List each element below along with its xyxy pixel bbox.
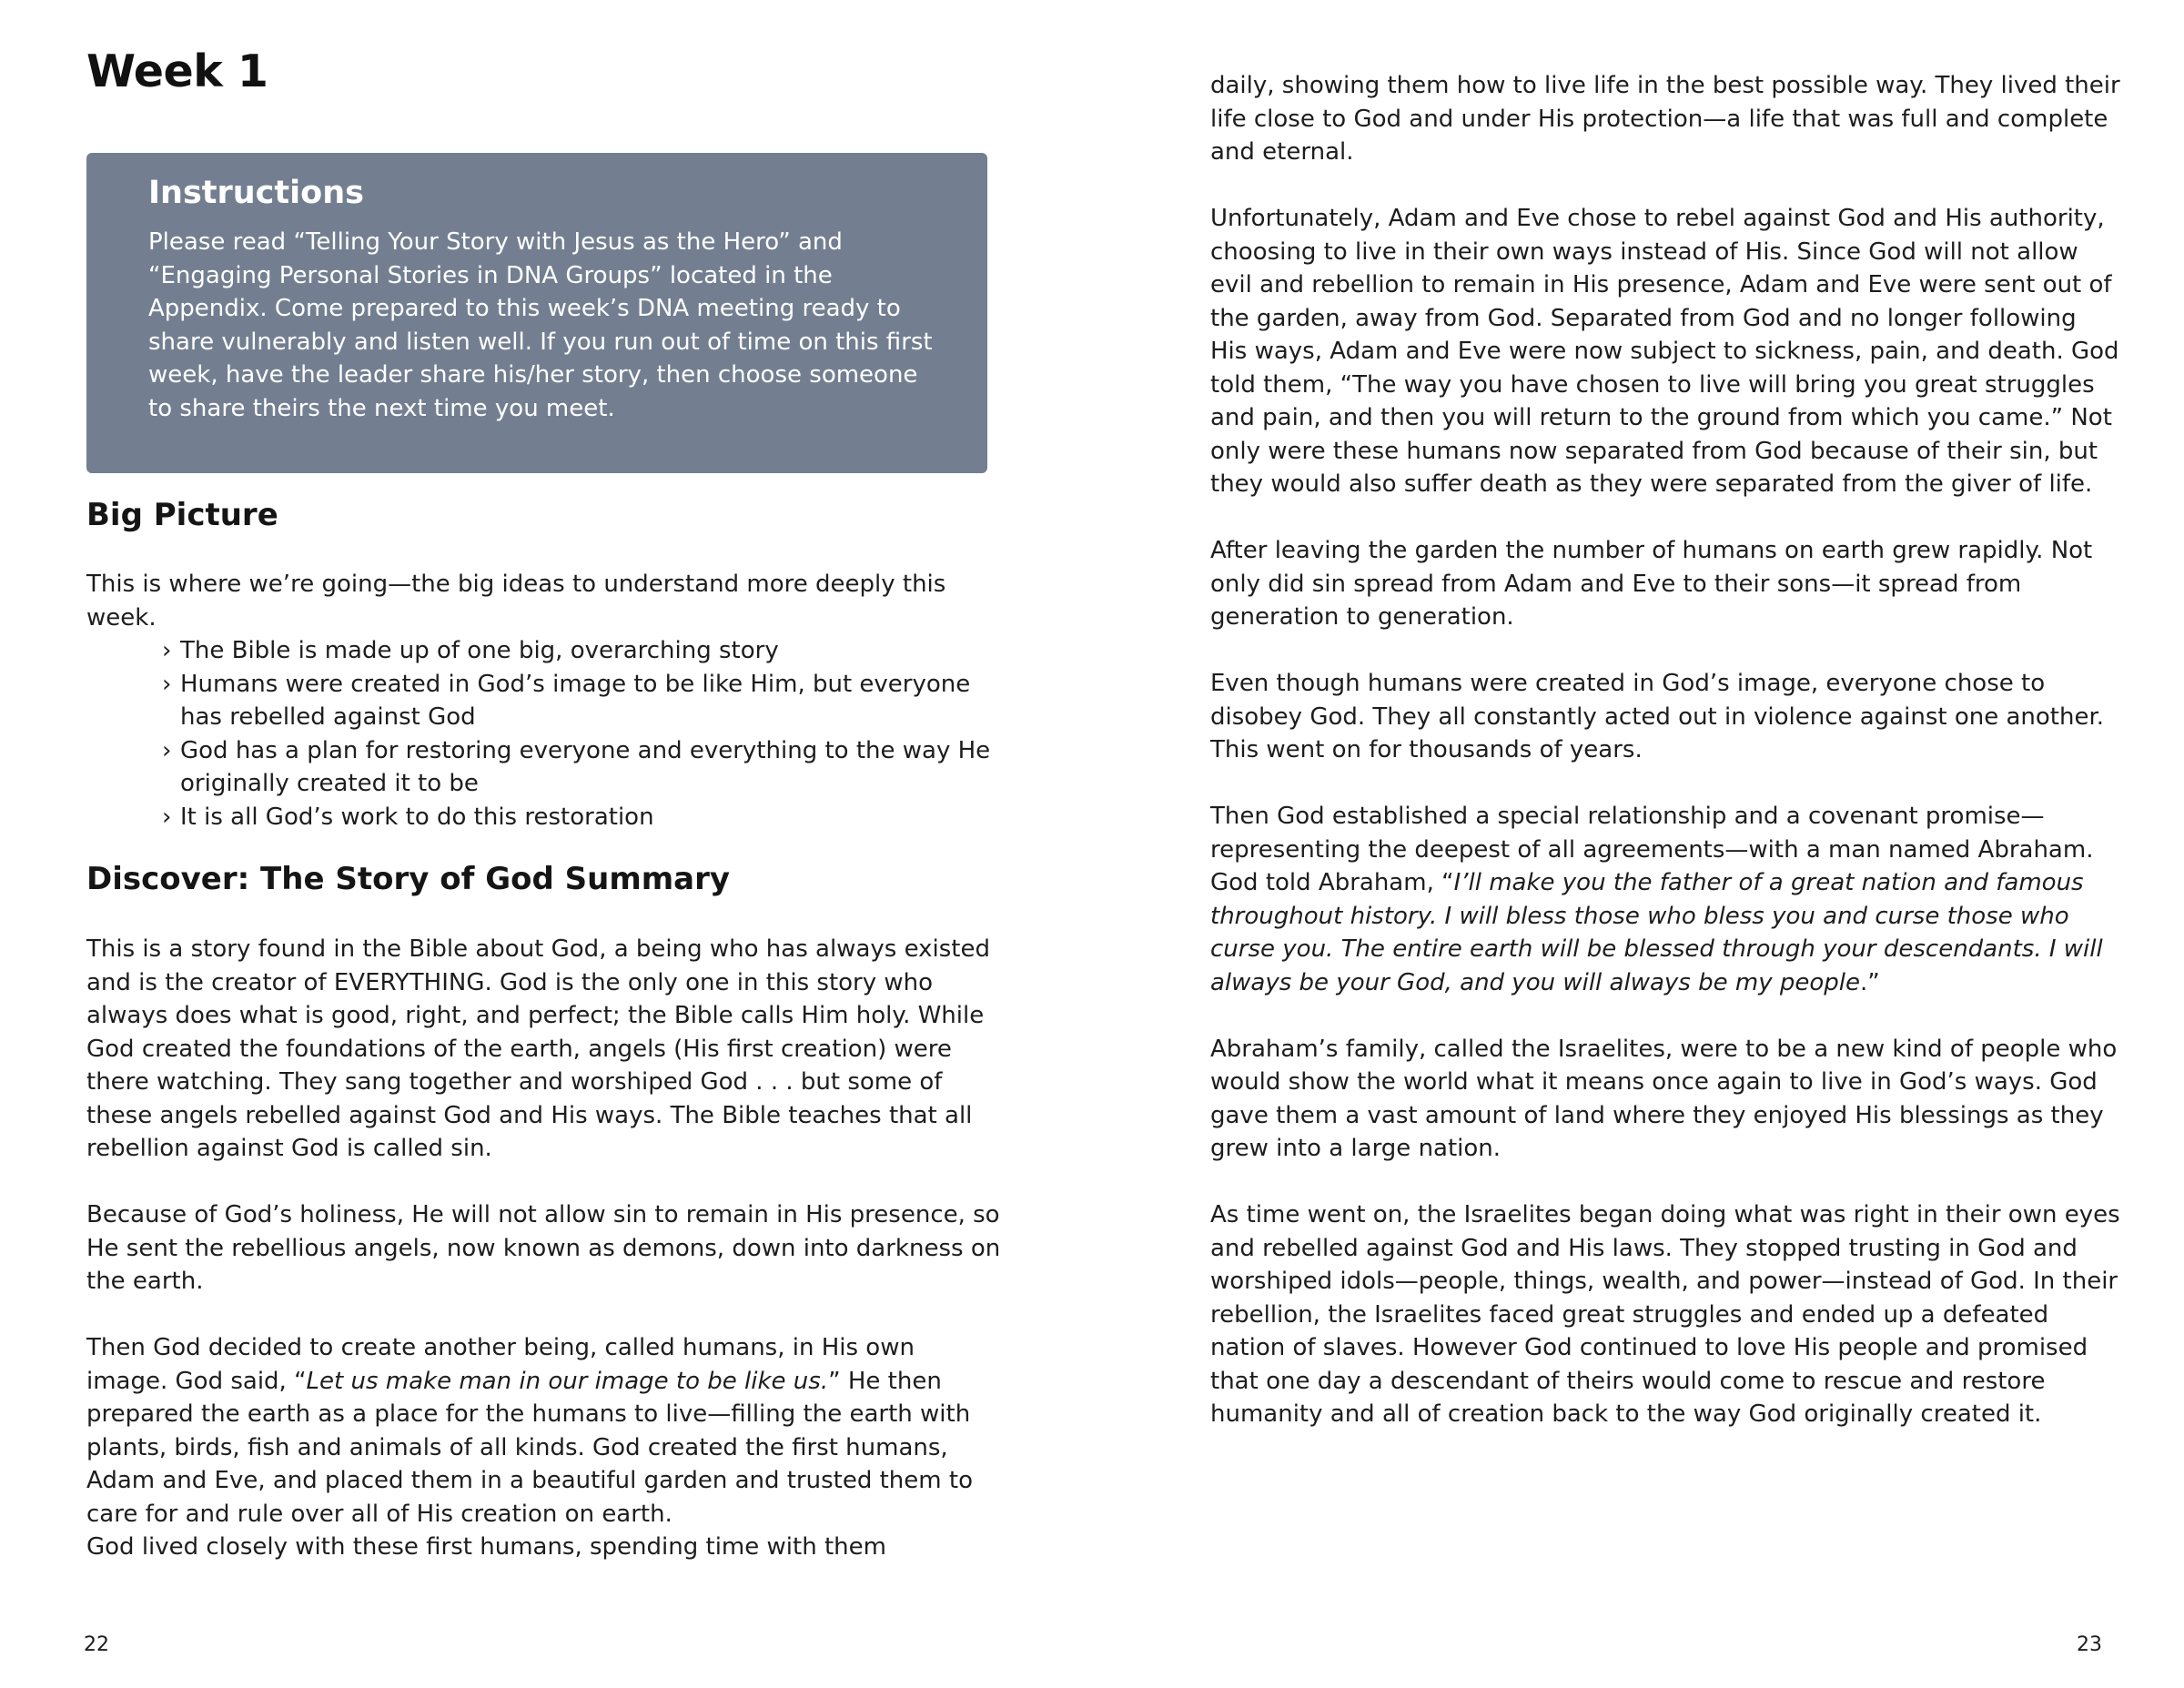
week-title: Week 1 bbox=[86, 45, 268, 97]
story-paragraph: Unfortunately, Adam and Eve chose to rebel against God and His authority, choosing to live in their own ways instead of His. Since God will not allow evil and rebellion to remain in His presence, Adam and Eve were sent out of the garden, away from God. Separated from God and no longer following His ways, Adam and Eve were now subject to sickness, pain, and death. God told them, “The way you have chosen to live will bring you great struggles and pain, and then you will return to the ground from which you came.” Not only were these humans now separated from God because of their sin, but they would also suffer death as they were separated from the giver of life. bbox=[1210, 205, 2119, 498]
discover-paragraph: This is a story found in the Bible about God, a being who has always existed and is the creator of EVERYTHING. God is the only one in this story who always does what is good, right, and perfect; the Bible calls Him holy. While God created the foundations of the earth, angels (His first creation) were there watching. They sang together and worshiped God . . . but some of these angels rebelled against God and His ways. The Bible teaches that all rebellion against God is called sin. bbox=[86, 935, 990, 1162]
bullet-chevron-icon: › bbox=[162, 803, 172, 831]
big-picture-heading: Big Picture bbox=[86, 497, 278, 533]
bullet-text: Humans were created in God’s image to be like Him, but everyone has rebelled against God bbox=[180, 670, 971, 731]
bullet-chevron-icon: › bbox=[162, 637, 172, 664]
discover-body bbox=[86, 933, 1001, 1597]
scripture-quote: Let us make man in our image to be like us. bbox=[306, 1367, 829, 1395]
bullet-item bbox=[162, 634, 999, 668]
bullet-item bbox=[162, 668, 999, 734]
bullet-text: God has a plan for restoring everyone and everything to the way He originally created it to be bbox=[180, 736, 991, 797]
instructions-box bbox=[86, 153, 987, 473]
paragraph-text: Then God decided to create another being, called humans, in His own image. God said, “ bbox=[86, 1334, 915, 1395]
discover-heading: Discover: The Story of God Summary bbox=[86, 861, 731, 897]
instructions-text: Please read “Telling Your Story with Jesus as the Hero” and “Engaging Personal Stories in DNA Groups” located in the Appendix. Come prepared to this week’s DNA meeting ready to share vulnerably and listen well. If you run out of time on this first week, have the leader share his/her story, then choose someone to share theirs the next time you meet. bbox=[148, 228, 933, 422]
big-picture-bullet-list bbox=[162, 634, 999, 834]
scripture-quote: I’ll make you the father of a great nation and famous throughout history. I will bless those who bless you and curse those who curse you. The entire earth will be blessed through your descendants. I will always be your God, and you will always be my people bbox=[1210, 869, 2103, 996]
bullet-item bbox=[162, 801, 999, 834]
page-number: 22 bbox=[84, 1633, 109, 1656]
story-paragraph bbox=[1210, 800, 2120, 999]
story-paragraph: After leaving the garden the number of humans on earth grew rapidly. Not only did sin spread from Adam and Eve to their sons—it spread from generation to generation. bbox=[1210, 537, 2093, 631]
story-paragraph: daily, showing them how to live life in the best possible way. They lived their life close to God and under His protection—a life that was full and complete and eternal. bbox=[1210, 72, 2120, 166]
bullet-text: It is all God’s work to do this restoration bbox=[180, 803, 654, 831]
right-body bbox=[1210, 69, 2120, 1464]
story-paragraph: As time went on, the Israelites began doing what was right in their own eyes and rebelled against God and His laws. They stopped trusting in God and worshiped idols—people, things, wealth, and power—instead of God. In their rebellion, the Israelites faced great struggles and ended up a defeated nation of slaves. However God continued to love His people and promised that one day a descendant of theirs would come to rescue and restore humanity and all of creation back to the way God originally created it. bbox=[1210, 1201, 2120, 1428]
paragraph-text: .” bbox=[1859, 968, 1880, 996]
bullet-text: The Bible is made up of one big, overarching story bbox=[180, 637, 779, 664]
bullet-chevron-icon: › bbox=[162, 736, 172, 764]
page-number: 23 bbox=[2077, 1633, 2102, 1656]
paragraph-text: ” He then prepared the earth as a place for the humans to live—filling the earth with plants, birds, fish and animals of all kinds. God created the first humans, Adam and Eve, and placed them in a beautiful garden and trusted them to care for and rule over all of His creation on earth. bbox=[86, 1367, 973, 1528]
story-paragraph: Even though humans were created in God’s image, everyone chose to disobey God. They all constantly acted out in violence against one another. This went on for thousands of years. bbox=[1210, 670, 2105, 763]
big-picture-intro bbox=[86, 568, 1001, 634]
discover-paragraph: God lived closely with these first humans, spending time with them bbox=[86, 1533, 886, 1561]
discover-paragraph: Because of God’s holiness, He will not allow sin to remain in His presence, so He sent the rebellious angels, now known as demons, down into darkness on the earth. bbox=[86, 1201, 1001, 1295]
bullet-item bbox=[162, 734, 999, 801]
bullet-chevron-icon: › bbox=[162, 670, 172, 698]
big-picture-intro-text: This is where we’re going—the big ideas to understand more deeply this week. bbox=[86, 571, 946, 632]
instructions-title: Instructions bbox=[148, 175, 364, 211]
discover-paragraph bbox=[86, 1331, 1001, 1531]
paragraph-text: Then God established a special relationship and a covenant promise—representing the deepest of all agreements—with a man named Abraham. God told Abraham, “ bbox=[1210, 803, 2094, 896]
right-page bbox=[1092, 0, 2184, 1688]
story-paragraph: Abraham’s family, called the Israelites, were to be a new kind of people who would show the world what it means once again to live in God’s ways. God gave them a vast amount of land where they enjoyed His blessings as they grew into a large nation. bbox=[1210, 1035, 2118, 1162]
